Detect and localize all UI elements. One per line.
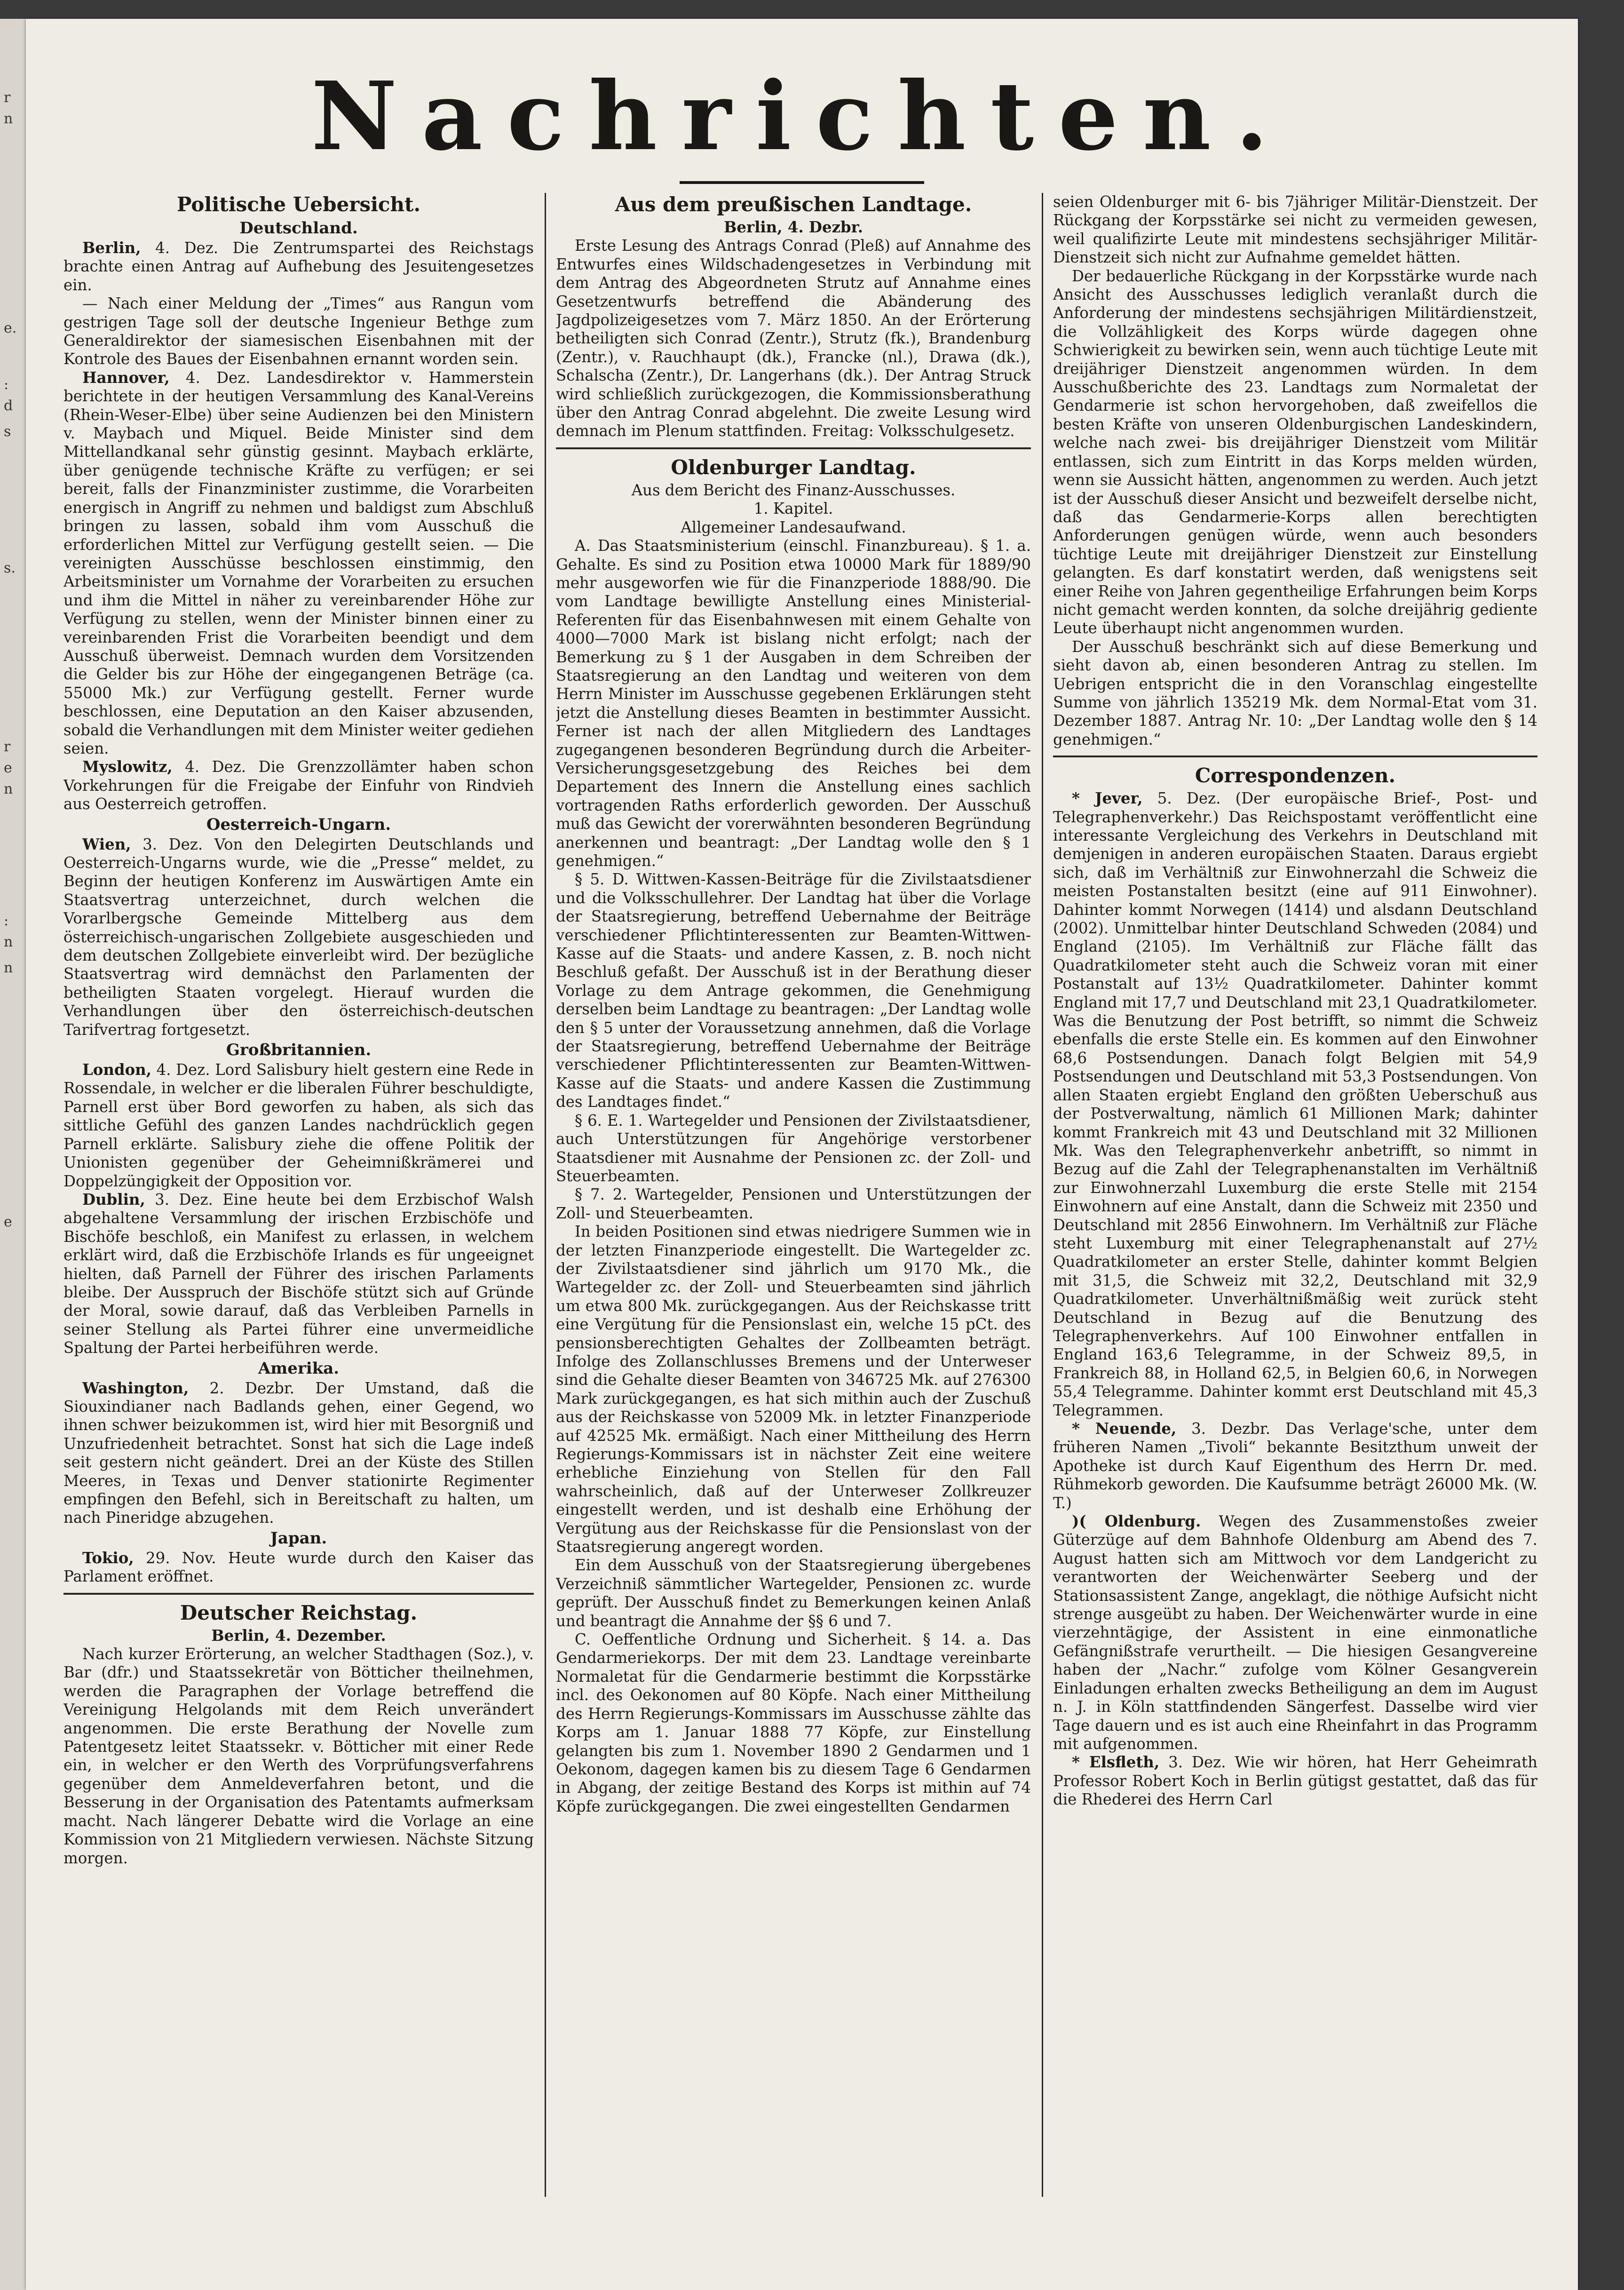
news-text: 4. Dez. Die Zentrumspartei des Reichstags brachte einen Antrag auf Aufhebung des Jesuitengesetzes ein. xyxy=(63,239,534,294)
dateline-place: Tokio, xyxy=(82,1549,134,1567)
newspaper-page xyxy=(26,19,1578,2290)
news-item: Der Ausschuß beschränkt sich auf diese Bemerkung und sieht davon ab, einen besonderen Antrag zu stellen. Im Uebrigen entspricht die in den Voranschlag eingestellte Summe von jährlich 135219 Mk. dem Normal-Etat vom 31. Dezember 1887. Antrag Nr. 10: „Der Landtag wolle den § 14 genehmigen.“ xyxy=(1053,637,1537,748)
dateline-place: )( Oldenburg. xyxy=(1072,1512,1201,1531)
column-2 xyxy=(556,193,1031,2183)
news-text: 4. Dez. Die Grenzzollämter haben schon Vorkehrungen für die Freigabe der Einfuhr von Rindvieh aus Oesterreich getroffen. xyxy=(63,758,534,813)
subhead-deutschland: Deutschland. xyxy=(239,219,358,238)
edge-letter: e. xyxy=(4,320,17,336)
news-item: A. Das Staatsministerium (einschl. Finanzbureau). § 1. a. Gehalte. Es sind zu Position etwa 10000 Mark für 1889/90 mehr ausgeworfen wie für die Finanzperiode 1888/90. Die vom Landtage bewilligte Anstellung eines Ministerial-Referenten für das Eisenbahnwesen mit einem Gehalte von 4000—7000 Mark ist bislang nicht erfolgt; nach der Bemerkung zu § 1 der Ausgaben in dem Schreiben der Staatsregierung an den Landtag und weiteren von dem Herrn Minister im Ausschusse gegebenen Erklärungen steht jetzt die Anstellung dieses Beamten in bestimmter Aussicht. Ferner ist nach der allen Mitgliedern des Landtages zugegangenen besonderen Begründung durch die Arbeiter-Versicherungsgesetzgebung des Reiches bei dem Departement des Innern die Anstellung eines sachlich vortragenden Raths erforderlich geworden. Der Ausschuß muß das Gewicht der vorerwähnten besonderen Begründung anerkennen und beantragt: „Der Landtag wolle den § 1 genehmigen.“ xyxy=(556,537,1031,870)
news-item xyxy=(63,1191,534,1358)
edge-letter: n xyxy=(4,111,13,127)
section-divider xyxy=(1053,755,1537,757)
subhead-grossbritannien: Großbritannien. xyxy=(226,1041,372,1060)
edge-letter: e xyxy=(4,1214,12,1230)
news-text: 29. Nov. Heute wurde durch den Kaiser das Parlament eröffnet. xyxy=(63,1549,534,1586)
news-item: In beiden Positionen sind etwas niedrigere Summen wie in der letzten Finanzperiode eingestellt. Die Wartegelder zc. der Zivilstaatsdiener sind jährlich um 9170 Mk., die Wartegelder zc. der Zoll- und Steuerbeamten sind jährlich um etwa 800 Mk. zurückgegangen. Aus der Reichskasse tritt eine Vergütung für die Pensionslast ein, welche 15 pCt. des pensionsberechtigten Gehaltes der Zollbeamten beträgt. Infolge des Zollanschlusses Bremens und der Unterweser sind die Gehalte dieser Beamten von 346725 Mk. auf 276300 Mark zurückgegangen, es hat sich mithin auch der Zuschuß aus der Reichskasse von 52009 Mk. in letzter Finanzperiode auf 42525 Mk. ermäßigt. Nach einer Mittheilung des Herrn Regierungs-Kommissars ist in nächster Zeit eine weitere erhebliche Einziehung von Stellen für den Fall wahrscheinlich, daß auf der Unterweser Zollkreuzer eingestellt werden, und ist deshalb eine Erhöhung der Vergütung aus der Reichskasse für die Pensionslast von der Staatsregierung angeregt worden. xyxy=(556,1223,1031,1556)
subhead-amerika: Amerika. xyxy=(258,1359,340,1378)
edge-letter: : xyxy=(4,376,9,393)
news-item xyxy=(63,835,534,1039)
subhead-oesterreich: Oesterreich-Ungarn. xyxy=(206,815,391,834)
landtag-dateline: Berlin, 4. Dezbr. xyxy=(724,218,863,236)
dateline-place: Berlin, xyxy=(82,239,141,257)
edge-letter: r xyxy=(4,89,11,106)
section-title-reichstag: Deutscher Reichstag. xyxy=(180,1601,418,1624)
news-item: § 6. E. 1. Wartegelder und Pensionen der Zivilstaatsdiener, auch Unterstützungen für Angehörige verstorbener Staatsdiener mit Ausnahme der Pensionen zc. der Zoll- und Steuerbeamten. xyxy=(556,1111,1031,1185)
news-item: Erste Lesung des Antrags Conrad (Pleß) auf Annahme des Entwurfes eines Wildschadengesetzes in Verbindung mit dem Antrag des Abgeordneten Strutz auf Annahme eines Gesetzentwurfs betreffend die Abänderung des Jagdpolizeigesetzes vom 7. März 1850. An der Erörterung betheiligten sich Conrad (Zentr.), Strutz (fk.), Brandenburg (Zentr.), v. Rauchhaupt (dk.), Francke (nl.), Drawa (dk.), Schalscha (Zentr.), Dr. Langerhans (dk.). Der Antrag Struck wird schließlich zurückgezogen, die Kommissionsberathung über den Antrag Conrad abgelehnt. Die zweite Lesung wird demnach im Plenum stattfinden. Freitag: Volksschulgesetz. xyxy=(556,237,1031,440)
dateline-place: * Neuende, xyxy=(1072,1420,1177,1438)
news-item xyxy=(63,1061,534,1191)
masthead-title: Nachrichten. xyxy=(311,61,1293,172)
edge-letter: n xyxy=(4,934,13,950)
kapitel-heading: 1. Kapitel. xyxy=(753,500,833,518)
news-text: 3. Dez. Von den Delegirten Deutschlands und Oesterreich-Ungarns wurde, wie die „Presse“ meldet, zu Beginn der heutigen Konferenz im Auswärtigen Amte ein Staatsvertrag unterzeichnet, durch welchen die Vorarlbergsche Gemeinde Mittelberg aus dem österreichisch-ungarischen Zollgebiete ausgeschieden und dem deutschen Zollgebiete einverleibt wird. Der bezügliche Staatsvertrag wird demnächst den Parlamenten der betheiligten Staaten vorgelegt. Hierauf wurden die Verhandlungen über den österreichisch-deutschen Tarifvertrag fortgesetzt. xyxy=(63,835,534,1039)
left-page-edge xyxy=(0,19,26,2290)
news-item: Nach kurzer Erörterung, an welcher Stadthagen (Soz.), v. Bar (dfr.) und Staatssekretär von Bötticher theilnehmen, werden die Paragraphen der Vorlage betreffend die Vereinigung Helgolands mit dem Reich unverändert angenommen. Die erste Berathung der Novelle zum Patentgesetz leitet Staatssekr. v. Bötticher mit einer Rede ein, in welcher er den Werth des Vorprüfungsverfahrens gegenüber dem Anmeldeverfahren betont, und die Besserung in der Organisation des Patentamts aufmerksam macht. Nach längerer Debatte wird die Vorlage an eine Kommission von 21 Mitgliedern verwiesen. Nächste Sitzung morgen. xyxy=(63,1645,534,1867)
edge-letter: n xyxy=(4,781,13,797)
dateline-place: Hannover, xyxy=(82,368,170,387)
edge-letter: e xyxy=(4,760,12,776)
section-divider xyxy=(63,1593,534,1595)
section-title-preussischer-landtag: Aus dem preußischen Landtage. xyxy=(615,193,972,216)
edge-letter: n xyxy=(4,960,13,976)
news-text: 3. Dezbr. Das Verlage'sche, unter dem früheren Namen „Tivoli“ bekannte Besitzthum unweit der Apotheke ist durch Kauf Eigenthum des Herrn Dr. med. Rühmekorb geworden. Die Kaufsumme beträgt 26000 Mk. (W. T.) xyxy=(1053,1420,1537,1512)
news-item xyxy=(63,1549,534,1586)
news-item xyxy=(1053,1753,1537,1809)
edge-letter: s. xyxy=(4,560,16,576)
dateline-place: Wien, xyxy=(82,835,131,853)
oldenburg-subtitle: Aus dem Bericht des Finanz-Ausschusses. xyxy=(631,481,956,499)
column-divider xyxy=(1042,193,1043,2197)
section-title-oldenburger-landtag: Oldenburger Landtag. xyxy=(671,455,916,479)
news-item xyxy=(63,239,534,294)
section-divider xyxy=(556,447,1031,449)
column-3 xyxy=(1053,193,1537,2183)
dateline-place: Dublin, xyxy=(82,1190,145,1209)
news-item xyxy=(63,1379,534,1527)
dateline-place: * Jever, xyxy=(1072,789,1143,808)
news-item xyxy=(1053,1420,1537,1512)
reichstag-dateline: Berlin, 4. Dezember. xyxy=(211,1626,386,1645)
edge-letter: : xyxy=(4,913,9,929)
news-text: 3. Dez. Eine heute bei dem Erzbischof Walsh abgehaltene Versammlung der irischen Erzbischöfe und Bischöfe beschloß, ein Manifest zu erlassen, in welchem erklärt wird, daß die Erzbischöfe Irlands es für ungeeignet hielten, daß Parnell der Führer des irischen Parlaments bleibe. Der Ausspruch der Bischöfe stützt sich auf Gründe der Moral, sowie darauf, daß das Verbleiben Parnells in seiner Stellung als Partei führer eine unvermeidliche Spaltung der Partei herbeiführen werde. xyxy=(63,1190,534,1357)
masthead-underline xyxy=(680,181,924,184)
news-text: 5. Dez. (Der europäische Brief-, Post- und Telegraphenverkehr.) Das Reichspostamt veröffentlicht eine interessante Vergleichung des Verkehrs in Deutschland mit demjenigen in anderen europäischen Staaten. Daraus ergiebt sich, daß im Verhältniß zur Einwohnerzahl die Schweiz die meisten Postanstalten besitzt (eine auf 911 Einwohner). Dahinter kommt Norwegen (1414) und alsdann Deutschland (2002). Unmittelbar hinter Deutschland Schweden (2084) und England (2105). Im Verhältniß zur Fläche fällt das Quadratkilometer steht auch die Schweiz voran mit einer Postanstalt auf 13½ Quadratkilometer. Dahinter kommt England mit 17,7 und Deutschland mit 23,1 Quadratkilometer. Was die Benutzung der Post betrifft, so nimmt die Schweiz ebenfalls die erste Stelle ein. Es kommen auf den Einwohner 68,6 Postsendungen. Danach folgt Belgien mit 54,9 Postsendungen und Deutschland mit 53,3 Postsendungen. Von allen Staaten ergiebt England den größten Ueberschuß aus der Postverwaltung, nämlich 61 Millionen Mark; dahinter kommt Frankreich mit 43 und Deutschland mit 32 Millionen Mk. Was den Telegraphenverkehr anbetrifft, so nimmt in Bezug auf die Zahl der Telegraphenanstalten im Verhältniß zur Einwohnerzahl Luxemburg die erste Stelle mit 2154 Einwohnern auf eine Anstalt, dann die Schweiz mit 2350 und Deutschland mit 2856 Einwohnern. Im Verhältniß zur Fläche steht Luxemburg mit einer Telegraphenanstalt auf 27½ Quadratkilometer an erster Stelle, dahinter kommt Belgien mit 31,5, die Schweiz mit 32,2, Deutschland mit 32,9 Quadratkilometer. Unverhältnißmäßig weit zurück steht Deutschland in Bezug auf die Benutzung des Telegraphenverkehrs. Auf 100 Einwohner entfallen in England 163,6 Telegramme, in der Schweiz 89,5, in Frankreich 88, in Holland 62,5, in Belgien 60,6, in Norwegen 55,4 Telegramme. Dahinter kommt erst Deutschland mit 45,3 Telegrammen. xyxy=(1053,789,1537,1419)
news-text: 4. Dez. Landesdirektor v. Hammerstein berichtete in der heutigen Versammlung des Kanal-Vereins (Rhein-Weser-Elbe) über seine Audienzen bei den Ministern v. Maybach und Miquel. Beide Minister sind dem Mittellandkanal sehr günstig gesinnt. Maybach erklärte, über genügende technische Kräfte zu verfügen; er sei bereit, falls der Finanzminister zustimme, die Vorarbeiten energisch in Angriff zu nehmen und baldigst zum Abschluß bringen zu lassen, sobald ihm vom Ausschuß die erforderlichen Mittel zur Verfügung gestellt seien. — Die vereinigten Ausschüsse beschlossen einstimmig, den Arbeitsminister um Vornahme der Vorarbeiten zu ersuchen und ihm die Mittel in näher zu vereinbarender Höhe zur Verfügung zu stellen, wenn der Minister binnen einer zu vereinbarenden Frist die Vorarbeiten beendigt und dem Ausschuß überweist. Demnach wurden dem Vorsitzenden die Gelder bis zur Höhe der eingegangenen Beträge (ca. 55000 Mk.) zur Verfügung gestellt. Ferner wurde beschlossen, eine Deputation an den Kaiser abzusenden, sobald die Verhandlungen mit dem Minister weiter gediehen seien. xyxy=(63,368,534,757)
dateline-place: Washington, xyxy=(82,1379,189,1397)
news-item xyxy=(1053,789,1537,1420)
news-item: § 7. 2. Wartegelder, Pensionen und Unterstützungen der Zoll- und Steuerbeamten. xyxy=(556,1185,1031,1222)
news-item: seien Oldenburger mit 6- bis 7jähriger Militär-Dienstzeit. Der Rückgang der Korpsstärke sei nicht zu vermeiden gewesen, weil qualifizirte Leute mit mindestens sechsjähriger Militär-Dienstzeit sich nicht zur Aufnahme gemeldet hätten. xyxy=(1053,193,1537,267)
news-item: § 5. D. Wittwen-Kassen-Beiträge für die Zivilstaatsdiener und die Volksschullehrer. Der Landtag hat über die Vorlage der Staatsregierung, betreffend Uebernahme der Beiträge verschiedener Pflichtinteressenten zur Beamten-Wittwen-Kasse auf die Staats- und andere Kassen, z. B. noch nicht Beschluß gefaßt. Der Ausschuß ist in der Berathung dieser Vorlage zu dem Antrage gekommen, die Genehmigung derselben beim Landtage zu beantragen: „Der Landtag wolle den § 5 unter der Voraussetzung annehmen, daß die Vorlage der Staatsregierung, betreffend Uebernahme der Beiträge verschiedener Pflichtinteressenten zur Beamten-Wittwen-Kasse auf die Staats- und andere Kassen die Zustimmung des Landtages findet.“ xyxy=(556,870,1031,1111)
news-text: 4. Dez. Lord Salisbury hielt gestern eine Rede in Rossendale, in welcher er die liberalen Führer beschuldigte, Parnell erst über Bord geworfen zu haben, als sich das sittliche Gefühl des ganzen Landes nachdrücklich gegen Parnell erklärte. Salisbury ziehe die offene Politik der Unionisten gegenüber der Geheimnißkrämerei und Doppelzüngigkeit der Opposition vor. xyxy=(63,1061,534,1190)
news-text: 2. Dezbr. Der Umstand, daß die Siouxindianer nach Badlands gehen, einer Gegend, wo ihnen schwer beizukommen ist, wird hier mit Besorgniß und Unzufriedenheit betrachtet. Sonst hat sich die Lage indeß seit gestern nicht geändert. Drei an der Küste des Stillen Meeres, in Texas und Denver stationirte Regimenter empfingen den Befehl, sich in Bereitschaft zu halten, um nach Pineridge abzugehen. xyxy=(63,1379,534,1527)
news-text: Wegen des Zusammenstoßes zweier Güterzüge auf dem Bahnhofe Oldenburg am Abend des 7. August hatten sich am Mittwoch vor dem Landgericht zu verantworten der Weichenwärter Seeberg und der Stationsassistent Zange, angeklagt, die nöthige Aufsicht nicht strenge ausgeübt zu haben. Der Weichenwärter wurde in eine vierzehntägige, der Assistent in eine einmonatliche Gefängnißstrafe verurtheilt. — Die hiesigen Gesangvereine haben der „Nachr.“ zufolge vom Kölner Gesangverein Einladungen erhalten zwecks Betheiligung an dem im August n. J. in Köln stattfindenden Sängerfest. Dasselbe wird vier Tage dauern und es ist auch eine Rheinfahrt in das Programm mit aufgenommen. xyxy=(1053,1512,1537,1753)
edge-letter: d xyxy=(4,398,13,414)
section-title-correspondenzen: Correspondenzen. xyxy=(1195,764,1396,787)
news-item: Ein dem Ausschuß von der Staatsregierung übergebenes Verzeichniß sämmtlicher Wartegelder, Pensionen zc. wurde geprüft. Der Ausschuß findet zu Bemerkungen keinen Anlaß und beantragt die Annahme der §§ 6 und 7. xyxy=(556,1556,1031,1630)
dateline-place: London, xyxy=(82,1061,152,1079)
news-item: — Nach einer Meldung der „Times“ aus Rangun vom gestrigen Tage soll der deutsche Ingenieur Bethge zum Generaldirektor der siamesischen Eisenbahnen mit der Kontrole des Baues der Eisenbahnen ernannt worden sein. xyxy=(63,294,534,368)
kapitel-subheading: Allgemeiner Landesaufwand. xyxy=(681,518,906,536)
column-1 xyxy=(63,193,534,2183)
news-item: C. Oeffentliche Ordnung und Sicherheit. § 14. a. Das Gendarmeriekorps. Der mit dem 23. Landtage vereinbarte Normaletat für die Gendarmerie bestimmt die Korpsstärke incl. des Oekonomen auf 80 Köpfe. Nach einer Mittheilung des Herrn Regierungs-Kommissars im Ausschusse zählte das Korps am 1. Januar 1888 77 Köpfe, zur Einstellung gelangten bis zum 1. November 1890 2 Gendarmen und 1 Oekonom, dagegen kamen bis zu diesem Tage 6 Gendarmen in Abgang, der zeitige Bestand des Korps ist mithin auf 74 Köpfe zurückgegangen. Die zwei eingestellten Gendarmen xyxy=(556,1630,1031,1815)
dateline-place: Myslowitz, xyxy=(82,758,173,776)
dateline-place: * Elsfleth, xyxy=(1072,1753,1160,1772)
section-title-politische-uebersicht: Politische Uebersicht. xyxy=(176,193,421,216)
edge-letter: r xyxy=(4,739,11,755)
column-divider xyxy=(545,193,546,2197)
news-item xyxy=(1053,1512,1537,1753)
edge-letter: s xyxy=(4,423,11,440)
subhead-japan: Japan. xyxy=(270,1528,327,1548)
news-item xyxy=(63,758,534,813)
news-item: Der bedauerliche Rückgang in der Korpsstärke wurde nach Ansicht des Ausschusses lediglich veranlaßt durch die Anforderung der mindestens sechsjährigen Militärdienstzeit, die Vollzähligkeit des Korps würde dagegen ohne Schwierigkeit zu bewirken sein, wenn auch tüchtige Leute mit dreijähriger Dienstzeit angenommen würden. In dem Ausschußberichte des 23. Landtags zum Normaletat der Gendarmerie ist schon hervorgehoben, daß zweifellos die besten Kräfte von unseren Oldenburgischen Landeskindern, welche nach zwei- bis dreijähriger Dienstzeit vom Militär entlassen, sich zum Eintritt in das Korps melden würden, wenn sie Aussicht hätten, angenommen zu werden. Auch jetzt ist der Ausschuß dieser Ansicht und bezweifelt derselbe nicht, daß das Gendarmerie-Korps allen berechtigten Anforderungen genügen würde, wenn auch besonders tüchtige Leute mit dreijähriger Dienstzeit zur Einstellung gelangten. Es darf konstatirt werden, daß wenigstens seit einer Reihe von Jahren gegentheilige Erfahrungen beim Korps nicht gemacht werden konnten, da solche dreijährig gediente Leute überhaupt nicht angenommen wurden. xyxy=(1053,267,1537,637)
news-text: 3. Dez. Wie wir hören, hat Herr Geheimrath Professor Robert Koch in Berlin gütigst gestattet, daß das für die Rhederei des Herrn Carl xyxy=(1053,1753,1537,1809)
news-item xyxy=(63,369,534,758)
